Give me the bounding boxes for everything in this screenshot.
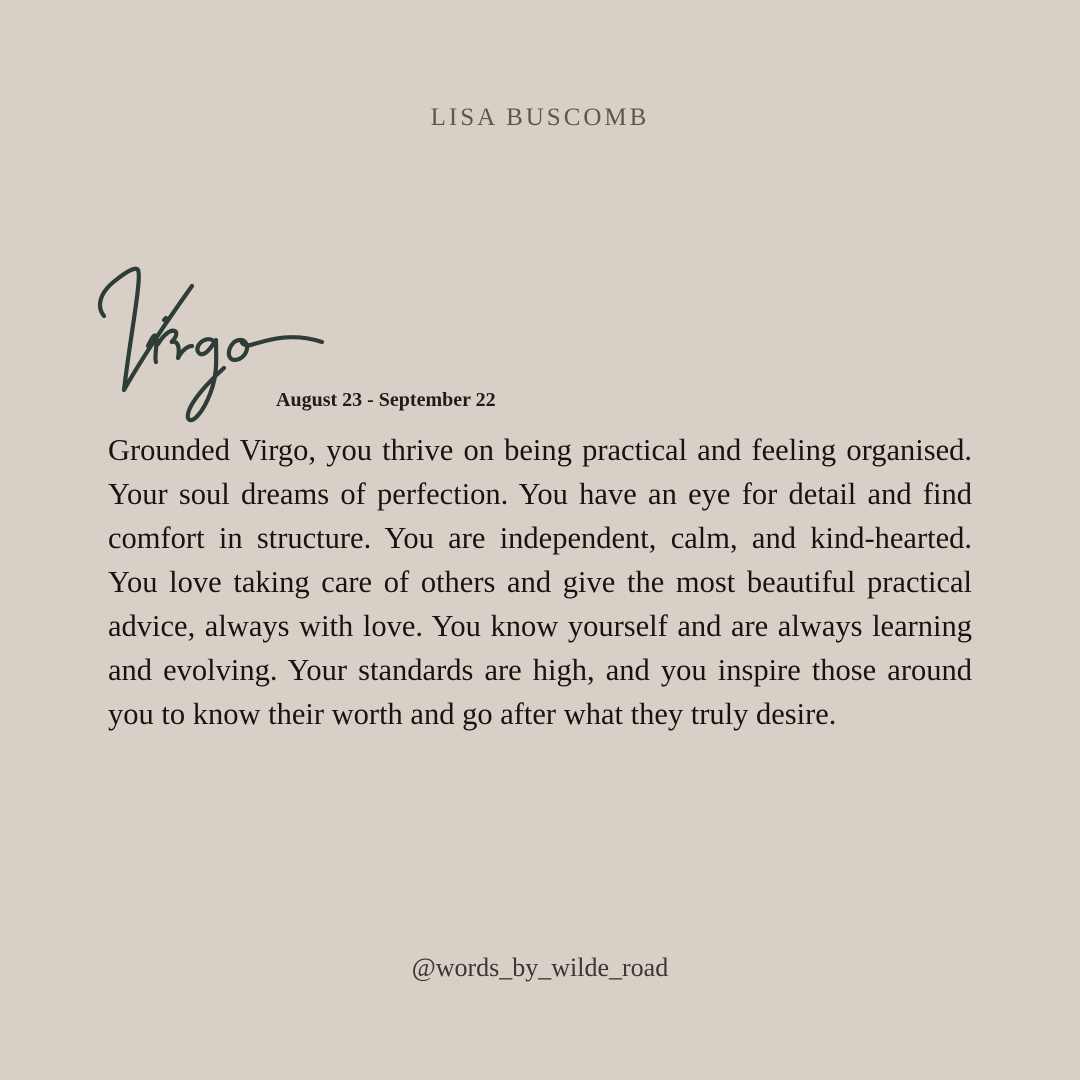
author-name: LISA BUSCOMB (430, 104, 650, 131)
sign-description: Grounded Virgo, you thrive on being practical and feeling organised. Your soul dreams of perfection. You have an eye for detail and find comfort in structure. You are independent, calm, and kind-hearted. You love taking care of others and give the most beautiful practical advice, always with love. You know yourself and are always learning and evolving. Your standards are high, and you inspire those around you to know their worth and go after what they truly desire. (108, 433, 972, 731)
sign-dates: August 23 - September 22 (276, 389, 496, 411)
social-handle: @words_by_wilde_road (411, 953, 669, 982)
